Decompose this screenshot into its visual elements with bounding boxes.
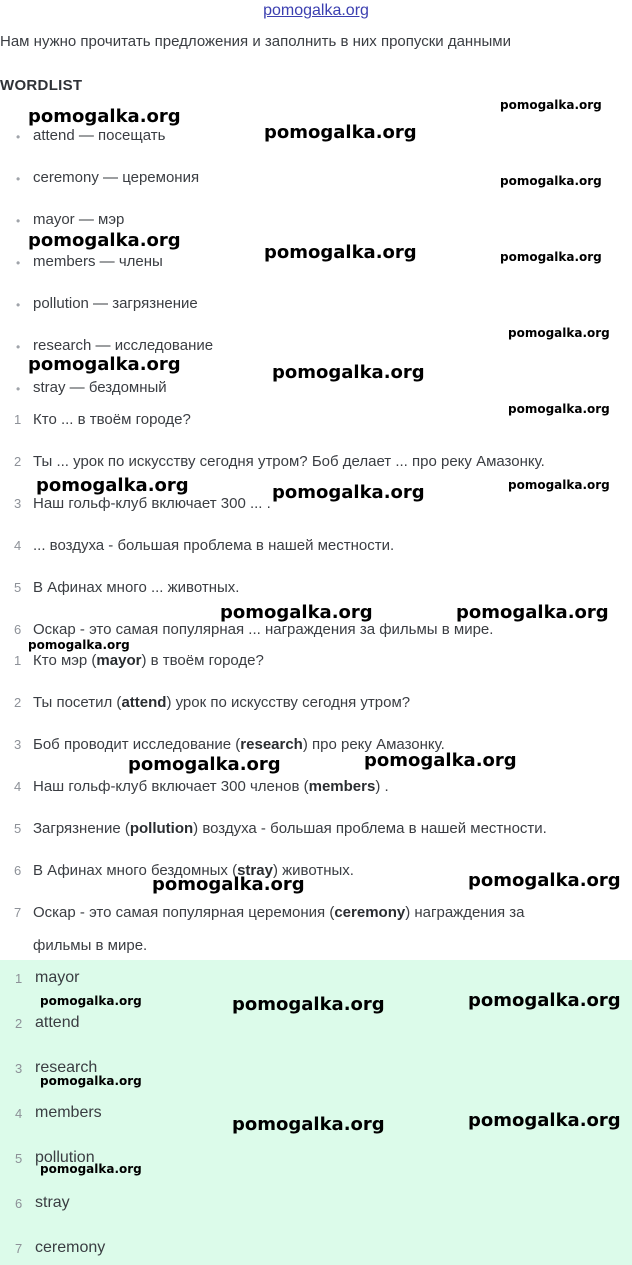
watermark: pomogalka.org [272, 362, 425, 383]
watermark: pomogalka.org [364, 750, 517, 771]
watermark: pomogalka.org [220, 602, 373, 623]
watermark: pomogalka.org [128, 754, 281, 775]
bullet-icon: • [16, 340, 21, 354]
bullet-icon: • [16, 298, 21, 312]
bullet-icon: • [16, 172, 21, 186]
watermark: pomogalka.org [456, 602, 609, 623]
watermark: pomogalka.org [500, 98, 602, 112]
watermark: pomogalka.org [232, 1114, 385, 1135]
watermark: pomogalka.org [28, 638, 130, 652]
watermark: pomogalka.org [28, 230, 181, 251]
wordlist-title: WORDLIST [0, 77, 83, 94]
watermark: pomogalka.org [468, 990, 621, 1011]
bullet-icon: • [16, 214, 21, 228]
watermark: pomogalka.org [36, 475, 189, 496]
watermark: pomogalka.org [28, 106, 181, 127]
watermark: pomogalka.org [508, 326, 610, 340]
intro-text: Нам нужно прочитать предложения и заполнить в них пропуски данными [0, 33, 511, 50]
bullet-icon: • [16, 130, 21, 144]
answer-box: 1 mayor 2 attend 3 research 4 members 5 pollution 6 stray 7 ceremony [0, 960, 632, 1265]
watermark: pomogalka.org [40, 1162, 142, 1176]
watermark: pomogalka.org [264, 122, 417, 143]
watermark: pomogalka.org [500, 250, 602, 264]
watermark: pomogalka.org [272, 482, 425, 503]
watermark: pomogalka.org [232, 994, 385, 1015]
watermark: pomogalka.org [508, 402, 610, 416]
watermark: pomogalka.org [28, 354, 181, 375]
bullet-icon: • [16, 382, 21, 396]
watermark: pomogalka.org [468, 870, 621, 891]
watermark: pomogalka.org [508, 478, 610, 492]
watermark: pomogalka.org [500, 174, 602, 188]
watermark: pomogalka.org [40, 1074, 142, 1088]
watermark: pomogalka.org [468, 1110, 621, 1131]
site-link[interactable]: pomogalka.org [263, 2, 369, 19]
watermark: pomogalka.org [40, 994, 142, 1008]
watermark: pomogalka.org [152, 874, 305, 895]
bullet-icon: • [16, 256, 21, 270]
watermark: pomogalka.org [264, 242, 417, 263]
